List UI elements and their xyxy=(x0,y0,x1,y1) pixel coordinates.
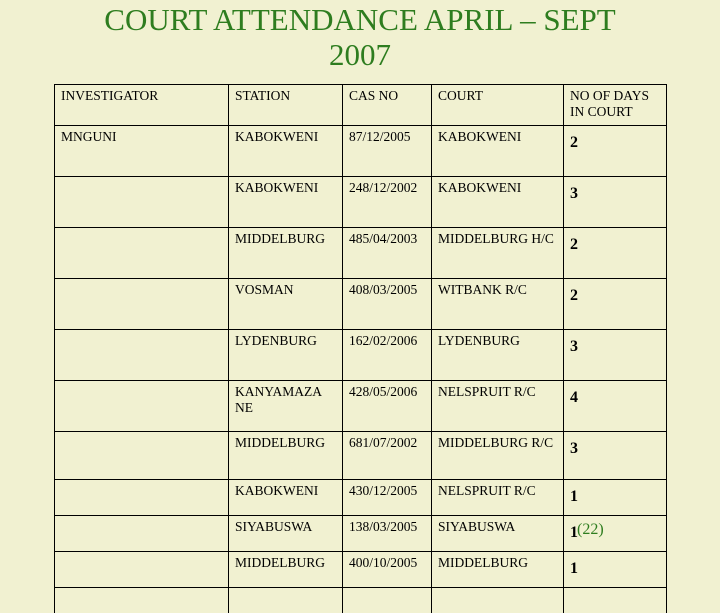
table-row xyxy=(55,177,667,228)
cell-days: 2 xyxy=(564,279,667,330)
cell-cas-no: 430/12/2005 xyxy=(343,480,432,516)
table-row xyxy=(55,279,667,330)
cell-station: LYDENBURG xyxy=(229,330,343,381)
cell-days: 1 xyxy=(564,480,667,516)
cell-investigator xyxy=(55,228,229,279)
cell-court: MIDDELBURG R/C xyxy=(432,432,564,480)
cell-station: KANYAMAZA NE xyxy=(229,381,343,432)
cell-station: KABOKWENI xyxy=(229,177,343,228)
table-row xyxy=(55,381,667,432)
cell-court: MIDDELBURG H/C xyxy=(432,228,564,279)
cell-cas-no: 400/10/2005 xyxy=(343,552,432,588)
table-row xyxy=(55,480,667,516)
header-court: COURT xyxy=(432,85,564,126)
cell-court: WITBANK R/C xyxy=(432,279,564,330)
header-station: STATION xyxy=(229,85,343,126)
cell-days: 4 xyxy=(564,381,667,432)
cell-court: NELSPRUIT R/C xyxy=(432,480,564,516)
header-investigator: INVESTIGATOR xyxy=(55,85,229,126)
table-row xyxy=(55,432,667,480)
table-header-row xyxy=(55,85,667,126)
cell-cas-no: 485/04/2003 xyxy=(343,228,432,279)
cell-cas-no: 428/05/2006 xyxy=(343,381,432,432)
cell-cas-no: 162/02/2006 xyxy=(343,330,432,381)
cell-station: MIDDELBURG xyxy=(229,432,343,480)
cell-days: 1 xyxy=(564,552,667,588)
page-title-line-2: 2007 xyxy=(0,37,720,72)
cell-investigator xyxy=(55,516,229,552)
cell-investigator xyxy=(55,432,229,480)
cell-cas-no: 138/03/2005 xyxy=(343,516,432,552)
cell-investigator xyxy=(55,480,229,516)
cell-cas-no: 408/03/2005 xyxy=(343,279,432,330)
cell-empty xyxy=(564,588,667,613)
header-cas-no: CAS NO xyxy=(343,85,432,126)
cell-station: KABOKWENI xyxy=(229,480,343,516)
cell-days: 3 xyxy=(564,432,667,480)
cell-empty xyxy=(229,588,343,613)
cell-cas-no: 681/07/2002 xyxy=(343,432,432,480)
table-row xyxy=(55,330,667,381)
cell-days: 3 xyxy=(564,177,667,228)
table-total-row xyxy=(55,588,667,613)
cell-station: SIYABUSWA xyxy=(229,516,343,552)
cell-investigator: MNGUNI xyxy=(55,126,229,177)
cell-days: 2 xyxy=(564,126,667,177)
cell-investigator xyxy=(55,177,229,228)
cell-court: KABOKWENI xyxy=(432,126,564,177)
cell-days: 3 xyxy=(564,330,667,381)
cell-empty xyxy=(55,588,229,613)
cell-station: VOSMAN xyxy=(229,279,343,330)
cell-court: KABOKWENI xyxy=(432,177,564,228)
table-row xyxy=(55,228,667,279)
cell-empty xyxy=(432,588,564,613)
cell-cas-no: 248/12/2002 xyxy=(343,177,432,228)
cell-cas-no: 87/12/2005 xyxy=(343,126,432,177)
cell-court: SIYABUSWA xyxy=(432,516,564,552)
attendance-table xyxy=(54,84,667,613)
cell-court: LYDENBURG xyxy=(432,330,564,381)
table-row xyxy=(55,126,667,177)
cell-days: 1 xyxy=(564,516,667,552)
cell-court: NELSPRUIT R/C xyxy=(432,381,564,432)
header-days-in-court: NO OF DAYS IN COURT xyxy=(564,85,667,126)
cell-investigator xyxy=(55,381,229,432)
table-row xyxy=(55,516,667,552)
table-row xyxy=(55,552,667,588)
cell-days: 2 xyxy=(564,228,667,279)
cell-investigator xyxy=(55,552,229,588)
total-days: (22) xyxy=(577,521,604,539)
cell-court: MIDDELBURG xyxy=(432,552,564,588)
page-title xyxy=(0,0,720,72)
cell-investigator xyxy=(55,330,229,381)
cell-station: MIDDELBURG xyxy=(229,228,343,279)
cell-empty xyxy=(343,588,432,613)
page-title-line-1: COURT ATTENDANCE APRIL – SEPT xyxy=(0,2,720,37)
cell-investigator xyxy=(55,279,229,330)
cell-station: MIDDELBURG xyxy=(229,552,343,588)
cell-station: KABOKWENI xyxy=(229,126,343,177)
